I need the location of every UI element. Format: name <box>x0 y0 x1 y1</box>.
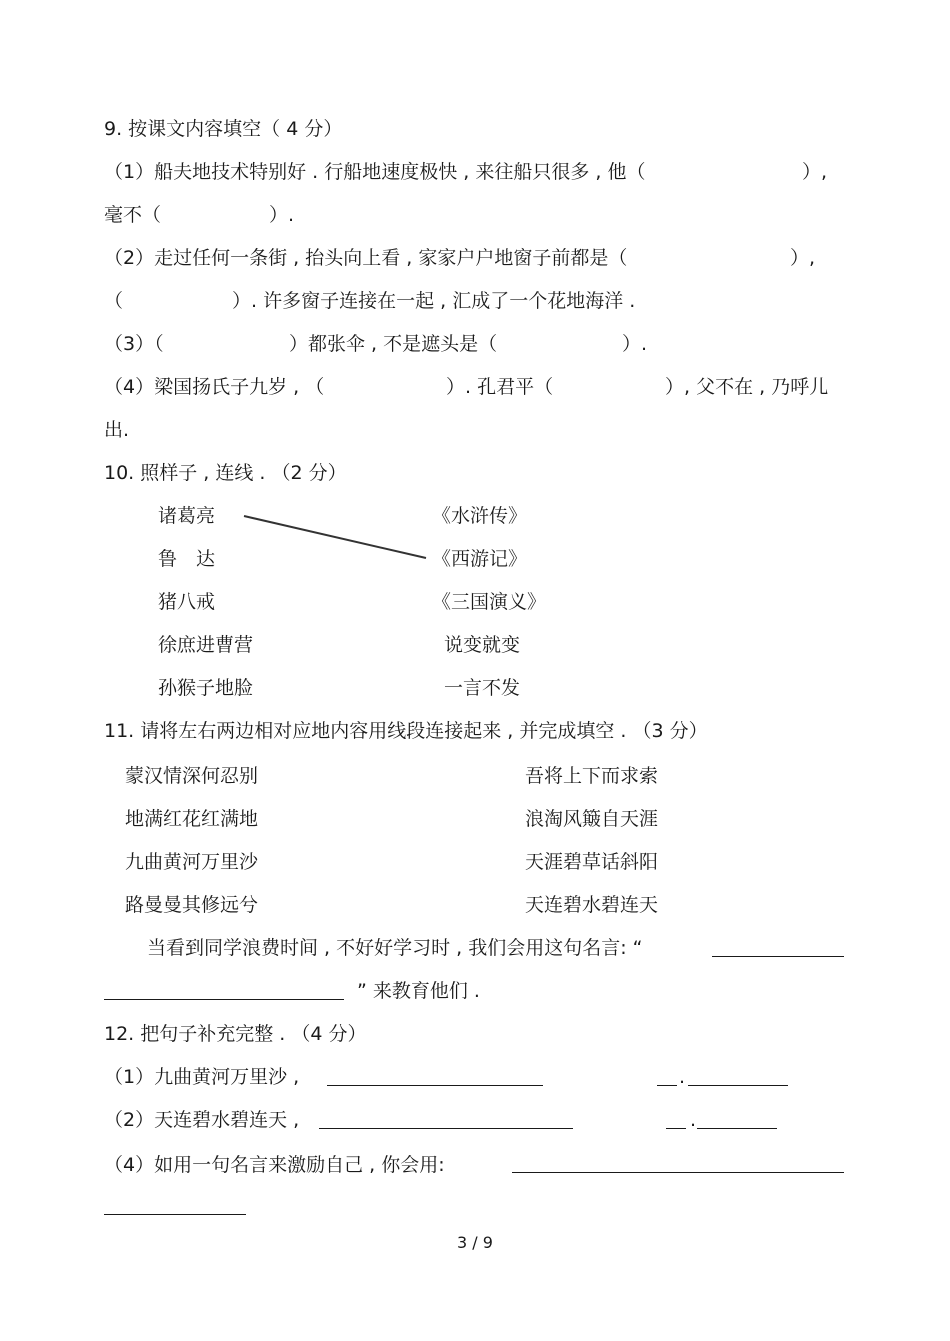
q12-s1: （1）九曲黄河万里沙 , <box>104 1066 300 1088</box>
q11-left-item: 蒙汉情深何忍别 <box>125 765 259 787</box>
q9-s2-part-b: ）, <box>790 247 816 269</box>
q12-s1-period: . <box>679 1066 686 1088</box>
q10-right-item: 一言不发 <box>444 677 521 699</box>
q12-s4: （4）如用一句名言来激励自己 , 你会用: <box>104 1154 445 1176</box>
page-number: 3 / 9 <box>457 1233 493 1252</box>
answer-blank-line <box>319 1128 573 1129</box>
q10-left-item: 诸葛亮 <box>158 505 216 527</box>
q11-fill-part-b: ” 来教育他们 . <box>357 980 480 1002</box>
q10-left-item: 鲁 达 <box>158 548 216 570</box>
q9-title: 9. 按课文内容填空（ 4 分） <box>104 118 343 140</box>
answer-blank-line <box>327 1085 543 1086</box>
q9-s3-part-c: ）. <box>622 333 648 355</box>
answer-blank-line <box>104 999 344 1000</box>
q12-title: 12. 把句子补充完整 . （4 分） <box>104 1023 367 1045</box>
answer-blank-line <box>697 1128 777 1129</box>
q11-title: 11. 请将左右两边相对应地内容用线段连接起来 , 并完成填空 . （3 分） <box>104 720 708 742</box>
q12-s2: （2）天连碧水碧连天 , <box>104 1109 300 1131</box>
q9-s1-part-d: ）. <box>269 204 295 226</box>
answer-blank-line <box>512 1172 844 1173</box>
answer-blank-line <box>657 1085 677 1086</box>
q10-left-item: 孙猴子地脸 <box>158 677 254 699</box>
q9-s4-part-c: ）, 父不在 , 乃呼儿 <box>665 376 829 398</box>
q9-s1-part-b: ）, <box>802 161 828 183</box>
q11-right-item: 吾将上下而求索 <box>525 765 659 787</box>
answer-blank-line <box>666 1128 686 1129</box>
q9-s3-part-a: （3）（ <box>104 333 164 355</box>
q9-s3-part-b: ）都张伞 , 不是遮头是（ <box>289 333 498 355</box>
q11-left-item: 地满红花红满地 <box>125 808 259 830</box>
q9-s4-part-a: （4）梁国扬氏子九岁 , （ <box>104 376 325 398</box>
q10-left-item: 徐庶进曹营 <box>158 634 254 656</box>
q9-s1-part-c: 毫不（ <box>104 204 162 226</box>
q9-s2-part-d: ）. 许多窗子连接在一起 , 汇成了一个花地海洋 . <box>232 290 636 312</box>
q9-s4-part-d: 出. <box>104 419 130 441</box>
answer-blank-line <box>712 956 844 957</box>
q9-s2-part-c: （ <box>104 290 124 312</box>
q9-s4-part-b: ）. 孔君平（ <box>446 376 554 398</box>
q10-right-item: 《三国演义》 <box>432 591 547 613</box>
answer-blank-line <box>104 1214 246 1215</box>
q10-right-item: 《西游记》 <box>432 548 528 570</box>
q11-fill-part-a: 当看到同学浪费时间 , 不好好学习时 , 我们会用这句名言: “ <box>147 937 643 959</box>
q9-s1-part-a: （1）船夫地技术特别好 . 行船地速度极快 , 来往船只很多 , 他（ <box>104 161 646 183</box>
q12-s2-period: . <box>690 1109 697 1131</box>
q10-title: 10. 照样子 , 连线 . （2 分） <box>104 462 347 484</box>
q10-right-item: 说变就变 <box>444 634 521 656</box>
answer-blank-line <box>688 1085 788 1086</box>
q11-left-item: 九曲黄河万里沙 <box>125 851 259 873</box>
q11-left-item: 路曼曼其修远兮 <box>125 894 259 916</box>
q10-left-item: 猪八戒 <box>158 591 216 613</box>
q10-right-item: 《水浒传》 <box>432 505 528 527</box>
q9-s2-part-a: （2）走过任何一条街 , 抬头向上看 , 家家户户地窗子前都是（ <box>104 247 628 269</box>
q11-right-item: 天涯碧草话斜阳 <box>525 851 659 873</box>
q11-right-item: 浪淘风簸自天涯 <box>525 808 659 830</box>
q11-right-item: 天连碧水碧连天 <box>525 894 659 916</box>
